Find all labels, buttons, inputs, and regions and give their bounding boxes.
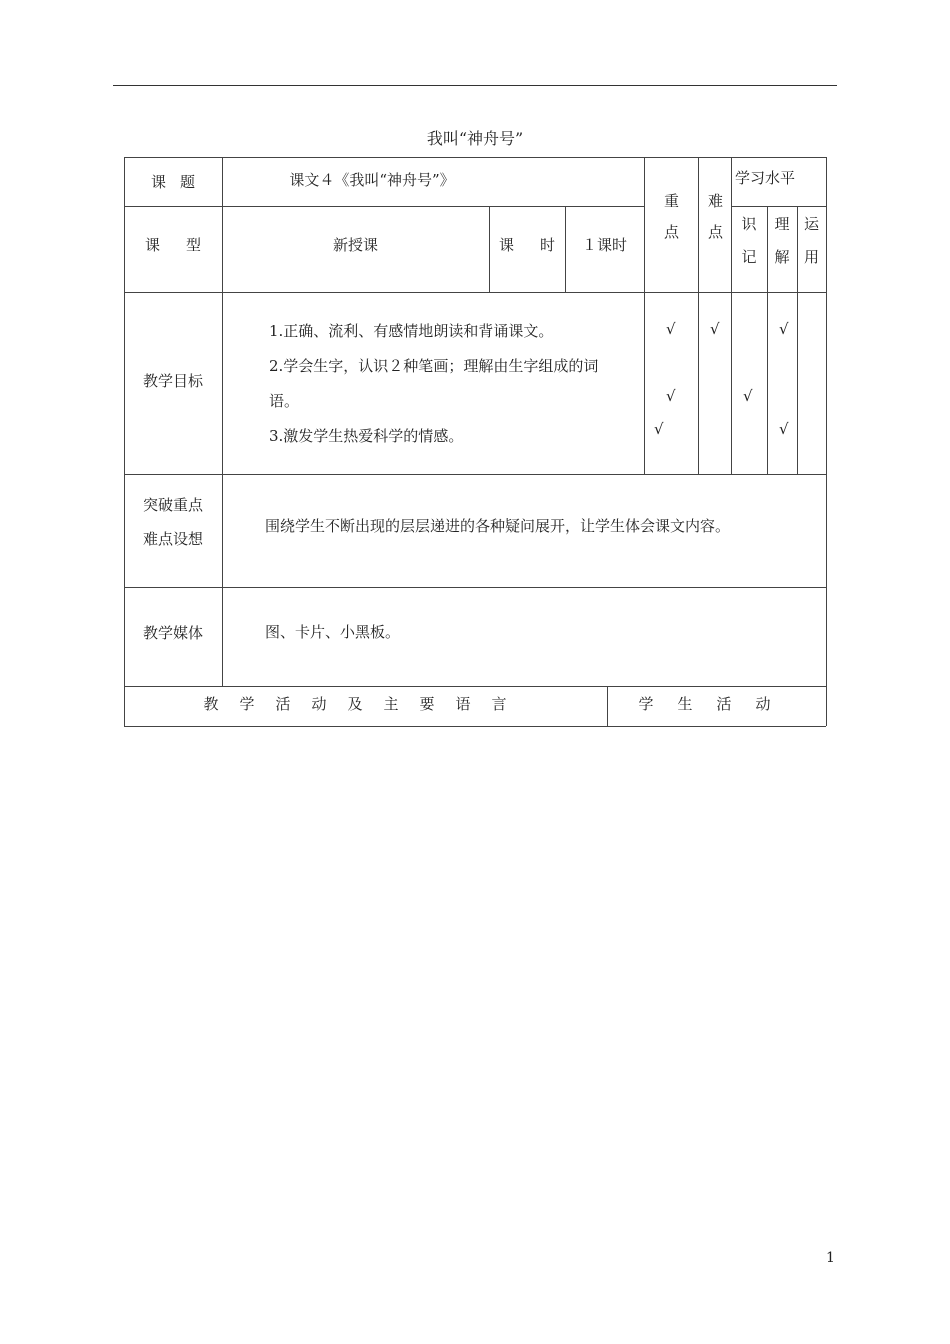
check-goal1-understand: √ [779,320,789,338]
header-understand-text: 理解 [772,216,791,282]
header-rule [113,85,837,86]
footer-teacher-activities: 教学活动及主要语言 [203,694,528,713]
check-goal2-key: √ [666,387,676,405]
goal-3: 3.激发学生热爱科学的情感。 [269,427,464,445]
header-memory [731,206,767,292]
period-value: １课时 [581,235,627,254]
check-goal3-understand: √ [779,420,789,438]
document-title: 我叫“神舟号” [426,129,524,148]
topic-value: 课文４《我叫“神舟号”》 [289,170,455,189]
header-difficult-point [701,190,729,258]
breakthrough-value: 围绕学生不断出现的层层递进的各种疑问展开，让学生体会课文内容。 [265,517,731,535]
label-topic: 课题 [150,173,209,191]
label-breakthrough [124,474,222,570]
media-value: 图、卡片、小黑板。 [265,623,401,641]
header-learning-level: 学习水平 [734,168,795,187]
goal-1: 1.正确、流利、有感情地朗读和背诵课文。 [269,322,554,340]
header-memory-text: 识记 [739,216,758,282]
header-key-point [658,190,684,258]
goal-2-continued: 语。 [269,392,300,410]
label-type: 课型 [144,235,227,254]
check-goal1-difficult: √ [710,320,720,338]
label-breakthrough-line2: 难点设想 [142,530,203,548]
label-period: 课时 [498,235,581,254]
page-number: 1 [826,1250,835,1266]
type-value: 新授课 [332,235,378,254]
label-breakthrough-line1: 突破重点 [142,496,203,514]
check-goal2-memory: √ [743,387,753,405]
goal-2: 2.学会生字，认识２种笔画；理解由生字组成的词 [269,357,599,375]
label-teaching-goals: 教学目标 [142,371,203,390]
header-understand [767,206,797,292]
header-apply [797,206,826,292]
header-difficult-point-text: 难点 [706,193,724,255]
check-goal1-key: √ [666,320,676,338]
header-key-point-text: 重点 [662,193,680,255]
footer-student-activities: 学生活动 [638,694,795,713]
check-goal3-key: √ [654,420,664,438]
label-teaching-media: 教学媒体 [142,623,203,642]
header-apply-text: 运用 [802,216,820,282]
